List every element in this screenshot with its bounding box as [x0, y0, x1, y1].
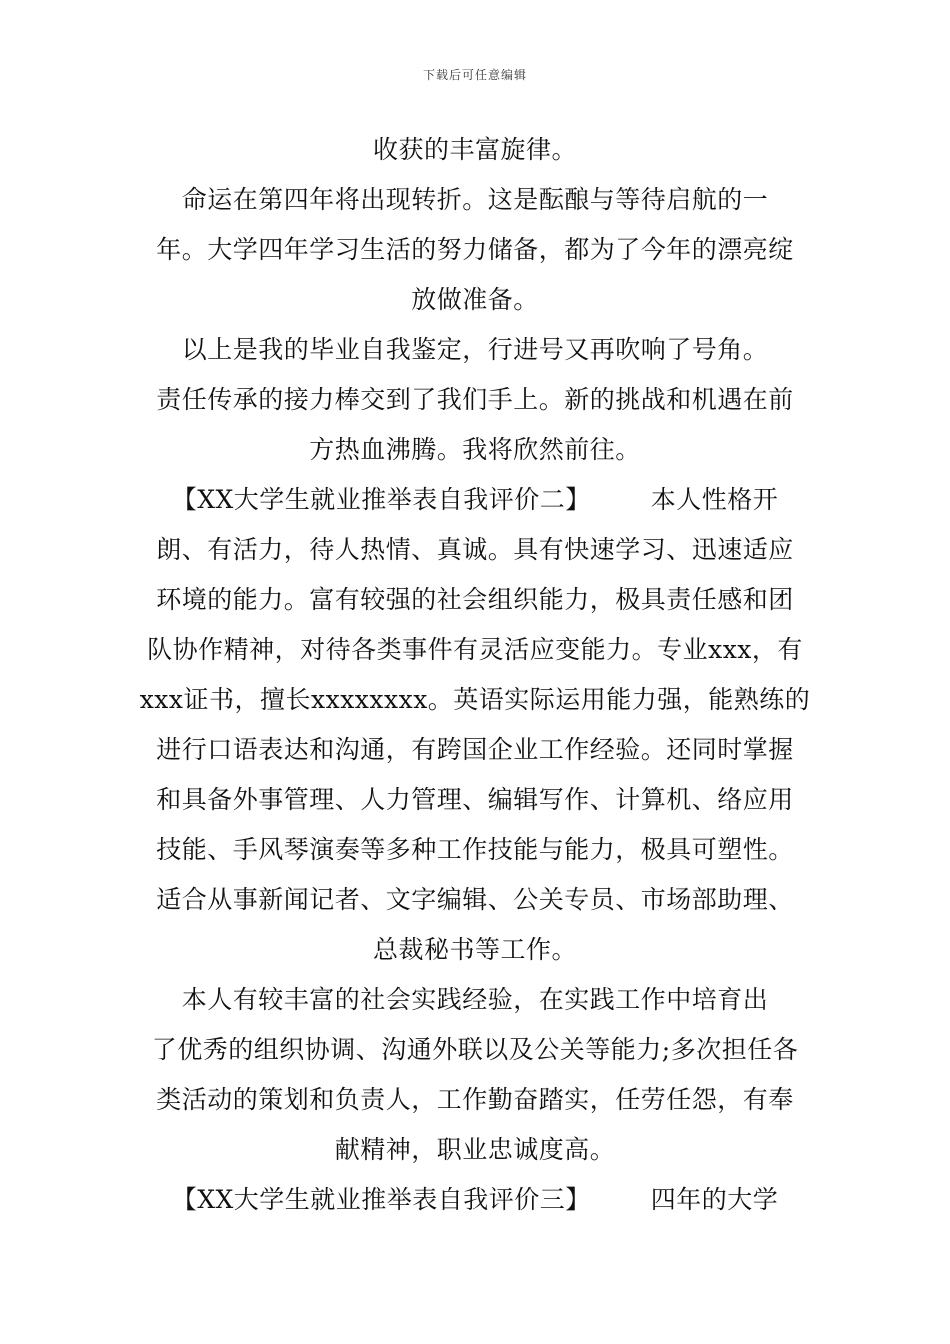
text-line: 献精神，职业忠诚度高。 [334, 1135, 616, 1164]
text-line: 和具备外事管理、人力管理、编辑写作、计算机、络应用 [156, 785, 794, 814]
text-line: 方热血沸腾。我将欣然前往。 [309, 435, 641, 464]
section-heading-line [0, 1183, 950, 1217]
text-line: 本人有较丰富的社会实践经验，在实践工作中培育出 [181, 985, 769, 1014]
page-header-note: 下载后可任意编辑 [422, 68, 527, 82]
text-line: 了优秀的组织协调、沟通外联以及公关等能力;多次担任各 [151, 1035, 799, 1064]
text-line: 类活动的策划和负责人，工作勤奋踏实，任劳任怨，有奉 [156, 1085, 794, 1114]
section-title: 【XX大学生就业推举表自我评价二】 [171, 485, 591, 514]
section-text-start: 四年的大学 [650, 1185, 779, 1214]
section-title: 【XX大学生就业推举表自我评价三】 [171, 1185, 591, 1214]
text-line: 以上是我的毕业自我鉴定，行进号又再吹响了号角。 [181, 335, 769, 364]
text-line: 放做准备。 [411, 285, 539, 314]
text-line: xxx证书，擅长xxxxxxxx。英语实际运用能力强，能熟练的 [139, 685, 811, 714]
text-line: 收获的丰富旋律。 [372, 135, 577, 164]
text-line: 责任传承的接力棒交到了我们手上。新的挑战和机遇在前 [156, 385, 794, 414]
text-line: 环境的能力。富有较强的社会组织能力，极具责任感和团 [156, 585, 794, 614]
text-line: 年。大学四年学习生活的努力储备，都为了今年的漂亮绽 [156, 235, 794, 264]
text-line: 队协作精神，对待各类事件有灵活应变能力。专业xxx，有 [147, 635, 803, 664]
section-text-start: 本人性格开 [650, 485, 779, 514]
text-line: 技能、手风琴演奏等多种工作技能与能力，极具可塑性。 [156, 835, 794, 864]
text-line: 适合从事新闻记者、文字编辑、公关专员、市场部助理、 [156, 885, 794, 914]
text-line: 进行口语表达和沟通，有跨国企业工作经验。还同时掌握 [156, 735, 794, 764]
text-line: 朗、有活力，待人热情、真诚。具有快速学习、迅速适应 [156, 535, 794, 564]
section-heading-line [0, 483, 950, 517]
text-line: 命运在第四年将出现转折。这是酝酿与等待启航的一 [181, 185, 769, 214]
text-line: 总裁秘书等工作。 [372, 935, 577, 964]
